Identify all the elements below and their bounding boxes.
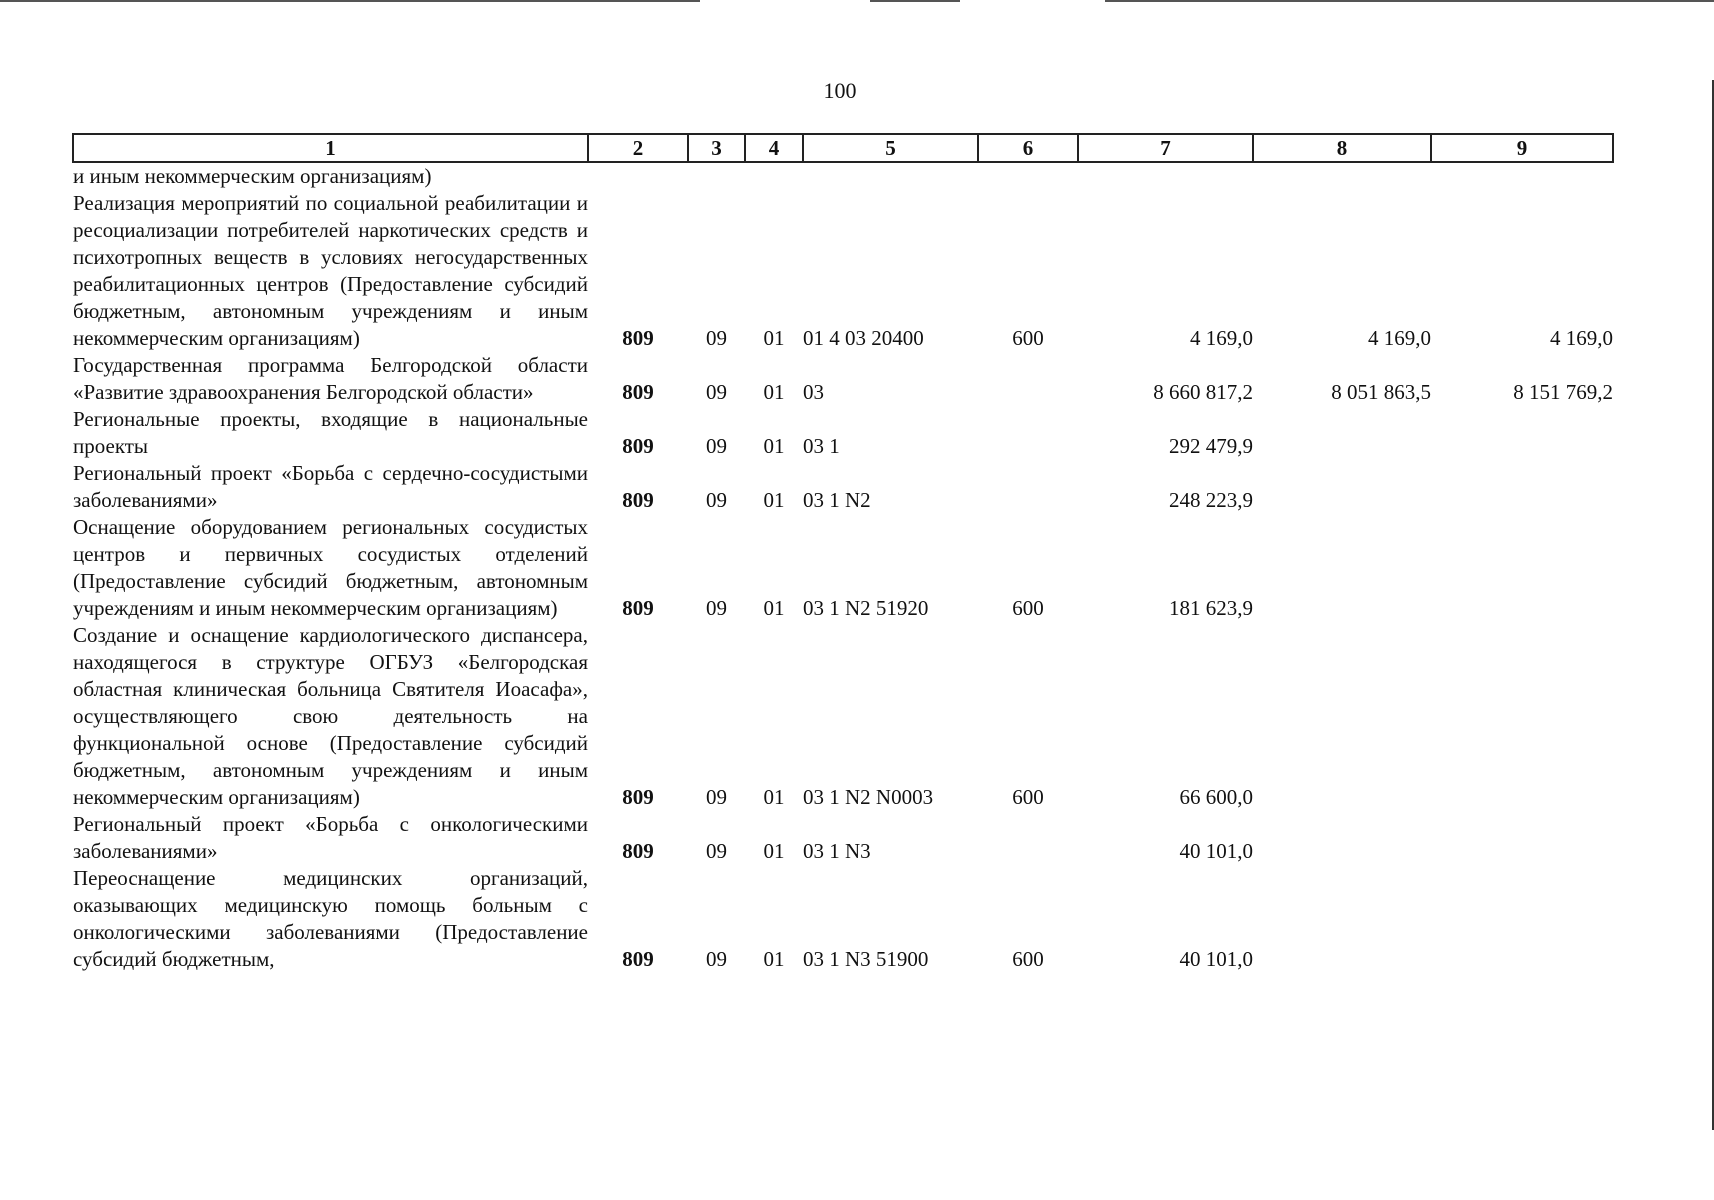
column-header: 4 (745, 134, 803, 162)
cell-sum-col8 (1253, 514, 1431, 622)
table-row (73, 811, 1613, 865)
cell-expense-type: 600 (1012, 947, 1044, 971)
cell-grbs (588, 162, 688, 190)
cell-sum-col8: 4 169,0 (1368, 326, 1431, 350)
cell-section: 09 (706, 947, 727, 971)
top-border-line (1105, 0, 1714, 2)
table-row (73, 622, 1613, 811)
cell-grbs: 809 (622, 947, 654, 971)
cell-sum-col9 (1431, 460, 1613, 514)
cell-section: 09 (706, 839, 727, 863)
cell-section: 09 (706, 380, 727, 404)
column-header: 7 (1078, 134, 1253, 162)
cell-grbs: 809 (622, 839, 654, 863)
row-description: Переоснащение медицинских организаций, оказывающих медицинскую помощь больным с онкологическими заболеваниями (Предоставление субсидий бюджетным, (73, 866, 588, 971)
cell-target-code: 03 1 N2 51920 (803, 596, 929, 620)
cell-sum-col7: 66 600,0 (1179, 785, 1253, 809)
row-description: Создание и оснащение кардиологического диспансера, находящегося в структуре ОГБУЗ «Белгородская областная клиническая больница Святителя Иоасафа», осуществляющего свою деятельность на функциональной основе (Предоставление субсидий бюджетным, автономным учреждениям и иным некоммерческим организациям) (73, 623, 588, 809)
row-description: Региональный проект «Борьба с онкологическими заболеваниями» (73, 812, 588, 863)
column-header: 2 (588, 134, 688, 162)
row-description: Реализация мероприятий по социальной реабилитации и ресоциализации потребителей наркотических средств и психотропных веществ в условиях негосударственных реабилитационных центров (Предоставление субсидий бюджетным, автономным учреждениям и иным некоммерческим организациям) (73, 191, 588, 350)
cell-expense-type: 600 (1012, 596, 1044, 620)
column-header: 1 (73, 134, 588, 162)
table-header-row (73, 134, 1613, 162)
cell-sum-col8 (1253, 865, 1431, 973)
column-header: 6 (978, 134, 1078, 162)
cell-section: 09 (706, 596, 727, 620)
row-description: Государственная программа Белгородской области «Развитие здравоохранения Белгородской области» (73, 353, 588, 404)
cell-sum-col9 (1431, 811, 1613, 865)
cell-target-code: 03 1 N3 (803, 839, 871, 863)
cell-subsection: 01 (763, 380, 785, 404)
cell-sum-col8 (1253, 622, 1431, 811)
table-row (73, 514, 1613, 622)
cell-sum-col7 (1078, 162, 1253, 190)
cell-expense-type: 600 (1012, 785, 1044, 809)
cell-section (688, 162, 745, 190)
cell-subsection: 01 (763, 785, 785, 809)
cell-grbs: 809 (622, 596, 654, 620)
cell-target-code: 03 (803, 380, 824, 404)
cell-target-code: 03 1 (803, 434, 840, 458)
cell-sum-col9: 4 169,0 (1550, 326, 1613, 350)
cell-sum-col7: 8 660 817,2 (1153, 380, 1253, 404)
column-header: 3 (688, 134, 745, 162)
cell-target-code: 03 1 N3 51900 (803, 947, 929, 971)
top-border-line (870, 0, 960, 2)
cell-sum-col8 (1253, 811, 1431, 865)
cell-sum-col9 (1431, 514, 1613, 622)
cell-sum-col8 (1253, 162, 1431, 190)
cell-sum-col9 (1431, 622, 1613, 811)
cell-sum-col7: 40 101,0 (1179, 947, 1253, 971)
cell-sum-col7: 248 223,9 (1169, 488, 1253, 512)
cell-sum-col9 (1431, 162, 1613, 190)
table-row (73, 190, 1613, 352)
cell-target-code: 01 4 03 20400 (803, 326, 924, 350)
cell-sum-col7: 181 623,9 (1169, 596, 1253, 620)
row-description: Региональные проекты, входящие в национальные проекты (73, 407, 588, 458)
cell-section: 09 (706, 326, 727, 350)
column-header: 5 (803, 134, 978, 162)
cell-grbs: 809 (622, 488, 654, 512)
cell-expense-type (978, 811, 1078, 865)
top-border-line (0, 0, 700, 2)
cell-subsection: 01 (763, 434, 785, 458)
table-row (73, 352, 1613, 406)
budget-table (72, 133, 1614, 973)
row-description: Региональный проект «Борьба с сердечно-сосудистыми заболеваниями» (73, 461, 588, 512)
cell-sum-col8 (1253, 406, 1431, 460)
cell-sum-col9 (1431, 406, 1613, 460)
cell-target-code (803, 162, 978, 190)
cell-grbs: 809 (622, 785, 654, 809)
cell-sum-col7: 40 101,0 (1179, 839, 1253, 863)
cell-sum-col8: 8 051 863,5 (1331, 380, 1431, 404)
cell-subsection: 01 (763, 326, 785, 350)
cell-expense-type (978, 352, 1078, 406)
table-row (73, 460, 1613, 514)
table-row (73, 406, 1613, 460)
cell-expense-type: 600 (1012, 326, 1044, 350)
cell-grbs: 809 (622, 380, 654, 404)
cell-expense-type (978, 460, 1078, 514)
cell-section: 09 (706, 434, 727, 458)
cell-target-code: 03 1 N2 N0003 (803, 785, 934, 809)
cell-target-code: 03 1 N2 (803, 488, 871, 512)
cell-sum-col8 (1253, 460, 1431, 514)
row-description: Оснащение оборудованием региональных сосудистых центров и первичных сосудистых отделений (Предоставление субсидий бюджетным, автономным учреждениям и иным некоммерческим организациям) (73, 515, 588, 620)
cell-sum-col7: 292 479,9 (1169, 434, 1253, 458)
cell-sum-col9: 8 151 769,2 (1513, 380, 1613, 404)
row-description: и иным некоммерческим организациям) (73, 164, 432, 188)
cell-subsection (745, 162, 803, 190)
column-header: 9 (1431, 134, 1613, 162)
cell-subsection: 01 (763, 839, 785, 863)
cell-expense-type (978, 162, 1078, 190)
cell-subsection: 01 (763, 596, 785, 620)
cell-section: 09 (706, 488, 727, 512)
table-row (73, 162, 1613, 190)
table-row (73, 865, 1613, 973)
cell-expense-type (978, 406, 1078, 460)
cell-section: 09 (706, 785, 727, 809)
cell-grbs: 809 (622, 326, 654, 350)
column-header: 8 (1253, 134, 1431, 162)
cell-subsection: 01 (763, 488, 785, 512)
cell-sum-col9 (1431, 865, 1613, 973)
cell-sum-col7: 4 169,0 (1190, 326, 1253, 350)
cell-grbs: 809 (622, 434, 654, 458)
cell-subsection: 01 (763, 947, 785, 971)
page-number: 100 (823, 78, 857, 103)
